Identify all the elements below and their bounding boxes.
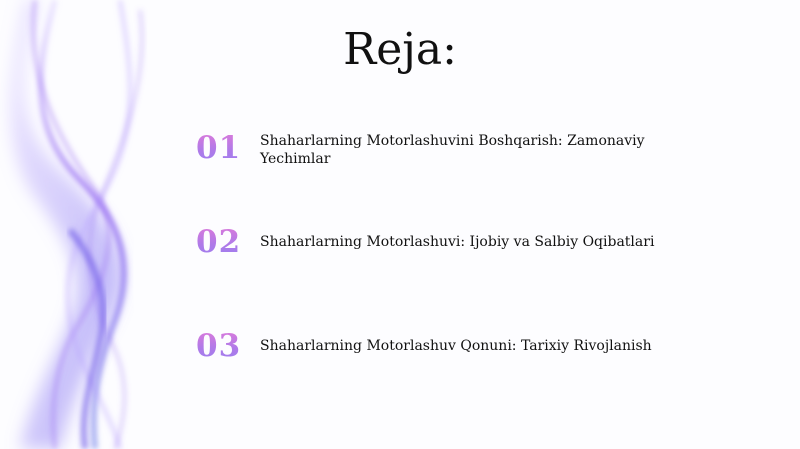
- agenda-text-03: Shaharlarning Motorlashuv Qonuni: Tarixiy Rivojlanish: [260, 338, 652, 354]
- agenda-item-02: [196, 224, 716, 260]
- decorative-smoke-wave: [0, 0, 200, 449]
- slide-title: Reja:: [343, 24, 457, 75]
- agenda-number-03: 03: [196, 328, 248, 364]
- agenda-text-01: Shaharlarning Motorlashuvini Boshqarish: Zamonaviy Yechimlar: [260, 133, 645, 167]
- agenda-number-01: 01: [196, 130, 248, 166]
- agenda-number-02: 02: [196, 224, 248, 260]
- agenda-item-01: [196, 130, 716, 168]
- agenda-text-02: Shaharlarning Motorlashuvi: Ijobiy va Salbiy Oqibatlari: [260, 234, 655, 250]
- agenda-item-03: [196, 328, 716, 364]
